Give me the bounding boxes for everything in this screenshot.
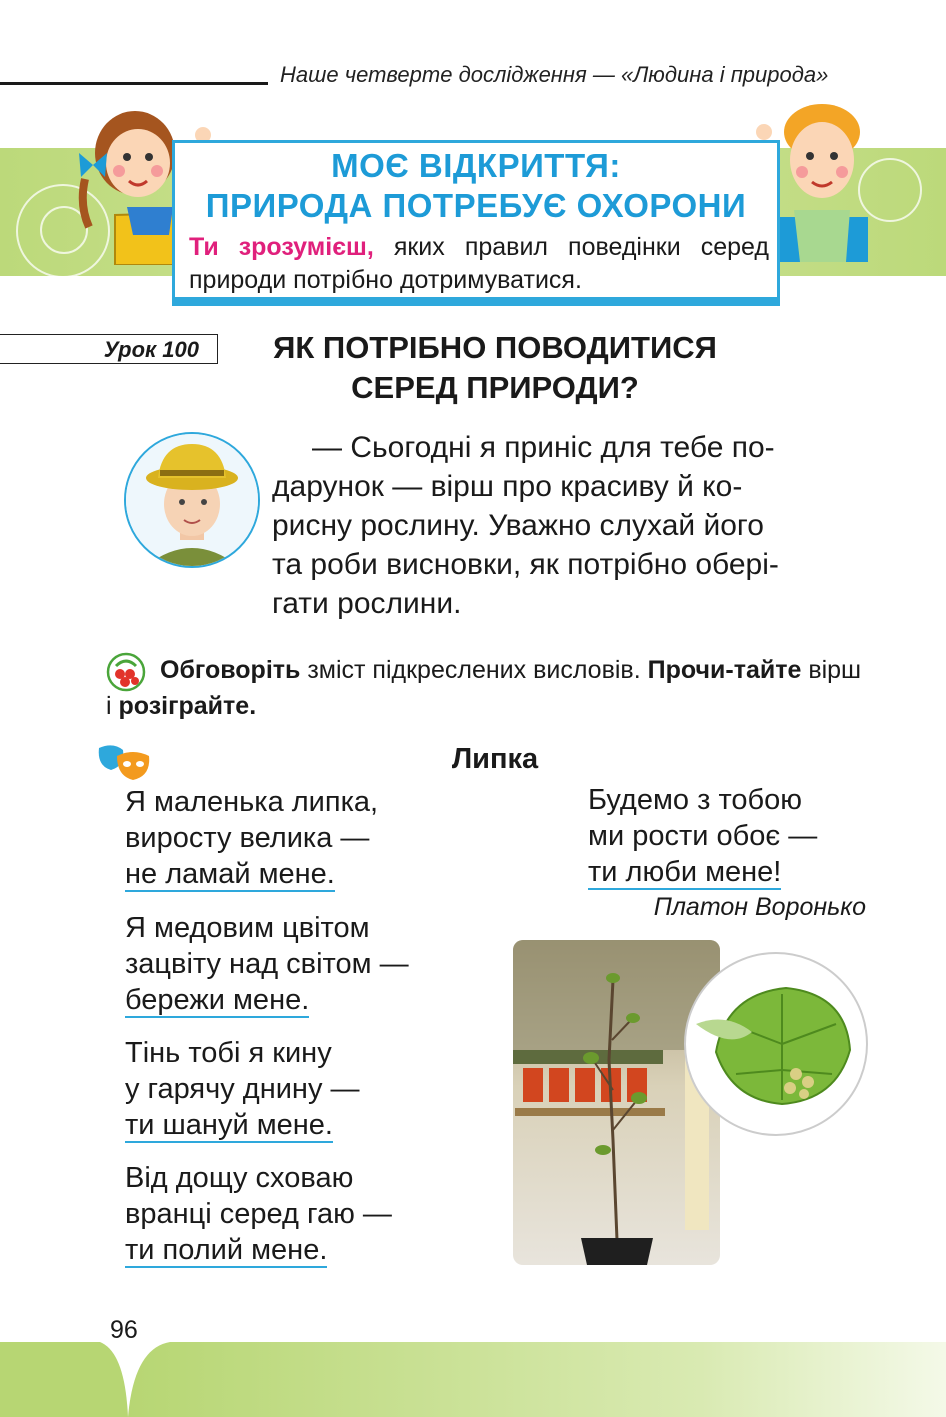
lesson-box [0,334,218,364]
discovery-box [172,140,780,300]
task-word-act: розіграйте. [118,692,257,720]
discovery-rest: яких правил поведінки серед природи потрібно дотримуватися. [189,233,769,294]
poem-line-underlined: ти люби мене! [588,856,782,888]
intro-text [272,428,867,623]
task-text-part: зміст підкреслених висловів. [300,656,648,684]
header-rule [0,82,268,85]
intro-line: дарунок — вірш про красиву й ко- [272,470,743,503]
poem-line: Тінь тобі я кину [125,1037,332,1069]
poem-stanza [125,1035,360,1143]
poem-line: Я медовим цвітом [125,912,370,944]
lesson-title-line1: ЯК ПОТРІБНО ПОВОДИТИСЯ [273,330,717,365]
page-number: 96 [110,1316,138,1344]
explorer-illustration [126,434,258,566]
poem-stanza [125,1160,392,1268]
task-text [106,652,868,724]
poem-stanza [125,910,409,1018]
poem-line: виросту велика — [125,822,370,854]
lesson-label: Урок 100 [103,337,199,362]
task-text-part: вірш і [106,656,862,720]
poem-line-underlined: ти шануй мене. [125,1109,333,1141]
sapling-image [513,940,720,1265]
lesson-title-line2: СЕРЕД ПРИРОДИ? [351,370,639,405]
poem-title: Липка [451,743,539,775]
poem-author: Платон Воронько [653,893,866,921]
poem-line: ми рости обоє — [588,820,818,852]
discovery-lead: Ти зрозумієш, [189,233,374,261]
poem-line: зацвіту над світом — [125,948,409,980]
intro-line: — Сьогодні я приніс для тебе по- [312,431,775,464]
theatre-mask-icon [95,742,155,782]
discovery-title-line2: ПРИРОДА ПОТРЕБУЄ ОХОРОНИ [205,187,747,224]
poem-line-underlined: ти полий мене. [125,1234,328,1266]
task-word-read: Прочи-тайте [647,656,802,684]
poem-line: вранці серед гаю — [125,1198,392,1230]
linden-sapling-photo [513,940,720,1265]
task-word-discuss: Обговоріть [160,656,301,684]
poem-line: у гарячу днину — [125,1073,360,1105]
linden-leaf-image [686,954,866,1134]
linden-leaf-inset [684,952,868,1136]
running-head: Наше четверте дослідження — «Людина і природа» [280,62,829,87]
narrator-avatar [124,432,260,568]
poem-line-underlined: не ламай мене. [125,858,335,890]
poem-stanza [588,782,817,890]
discovery-title-line1: МОЄ ВІДКРИТТЯ: [331,147,621,184]
intro-line: гати рослини. [272,587,462,620]
discovery-description [189,231,769,297]
intro-line: та роби висновки, як потрібно обері- [272,548,779,581]
poem-line: Будемо з тобою [588,784,803,816]
poem-line: Від дощу сховаю [125,1162,354,1194]
poem-line-underlined: бережи мене. [125,984,310,1016]
poem-stanza [125,784,378,892]
poem-line: Я маленька липка, [125,786,379,818]
intro-line: рисну рослину. Уважно слухай його [272,509,764,542]
footer-band [0,1342,946,1417]
